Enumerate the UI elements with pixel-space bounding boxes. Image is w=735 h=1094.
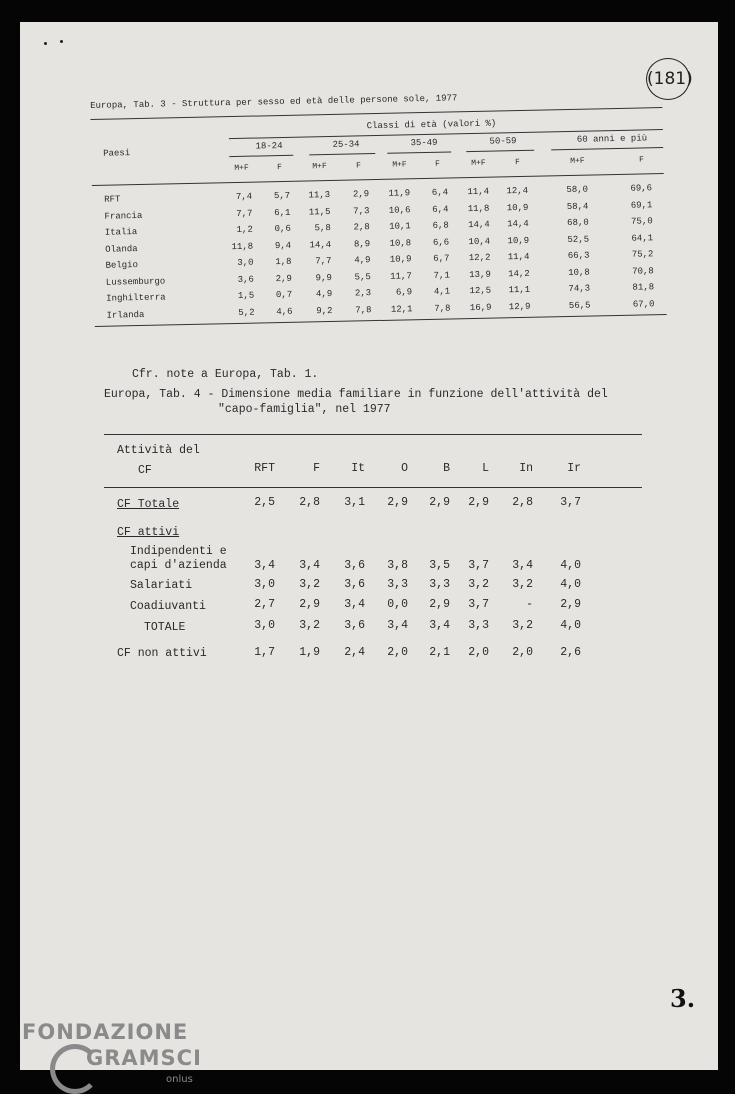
table4-column-header: RFT xyxy=(254,462,275,475)
table3-cell: 6,6 xyxy=(432,237,450,248)
table3-cell: 12,4 xyxy=(506,185,529,197)
table3-cell: 5,7 xyxy=(273,190,291,202)
table3-cell: 2,3 xyxy=(354,288,372,299)
table4-cell: 2,5 xyxy=(254,496,275,509)
table3-cell: 10,9 xyxy=(506,202,529,213)
table3-cell: 58,4 xyxy=(566,201,589,212)
table3-cell: 56,5 xyxy=(568,300,591,311)
table3-cell: 0,6 xyxy=(274,223,291,235)
table4-cell: 2,4 xyxy=(344,646,365,659)
table3-cell: 67,0 xyxy=(632,298,655,310)
table3-country: Belgio xyxy=(105,260,139,271)
table4-cell: 2,8 xyxy=(299,496,320,509)
watermark-logo xyxy=(22,1020,202,1085)
table4-column-header: It xyxy=(351,462,365,475)
table4-title-line2: "capo-famiglia", nel 1977 xyxy=(218,403,391,416)
table3-cell: 12,1 xyxy=(390,303,413,315)
table3-subheader: F xyxy=(356,161,362,171)
table4-title-line1: Europa, Tab. 4 - Dimensione media familiare in funzione dell'attività del xyxy=(104,388,608,401)
table4-column-header: F xyxy=(313,462,320,475)
table3-bottom-rule xyxy=(95,314,667,327)
table4-cell: 3,7 xyxy=(468,598,489,611)
table3-cell: 11,9 xyxy=(388,188,411,199)
table4-cell: 4,0 xyxy=(560,559,581,572)
table4-row-label-totale: CF Totale xyxy=(117,498,180,511)
table4-header-rule xyxy=(104,487,642,488)
table4-row-label-attivi: CF attivi xyxy=(117,526,180,539)
table4-cell: 3,6 xyxy=(344,559,365,572)
table4-cell: 3,6 xyxy=(344,578,365,591)
table3-cell: 7,8 xyxy=(434,302,451,314)
table3-country: RFT xyxy=(104,194,121,205)
table3-cell: 6,4 xyxy=(431,187,449,198)
table4-cell: 3,4 xyxy=(387,619,408,632)
table3-cell: 9,2 xyxy=(316,305,333,316)
table3-cell: 11,4 xyxy=(507,251,530,263)
table4-column-header: L xyxy=(482,462,489,475)
table4-row-label-totale2: TOTALE xyxy=(144,621,186,634)
table3-age-group: 60 anni e più xyxy=(576,133,648,145)
table4-cell: 3,4 xyxy=(512,559,533,572)
table3-cell: 4,9 xyxy=(354,255,371,266)
table3-cell: 10,8 xyxy=(568,267,590,278)
table4-cell: 2,7 xyxy=(254,598,275,611)
table3-cell: 11,8 xyxy=(231,241,254,252)
table4-cell: - xyxy=(526,598,533,611)
table4-header-line1: Attività del xyxy=(117,444,200,457)
table4-cell: 3,2 xyxy=(299,619,320,632)
table3-subheader: M+F xyxy=(471,158,486,169)
table3-cell: 1,2 xyxy=(236,224,253,235)
table3 xyxy=(90,85,675,327)
table3-age-rule xyxy=(387,151,451,153)
table3-cell: 13,9 xyxy=(469,269,491,280)
handwritten-mark: 3. xyxy=(670,984,696,1013)
table4-cell: 2,9 xyxy=(429,598,450,611)
table4-cell: 3,3 xyxy=(387,578,408,591)
table3-cell: 10,9 xyxy=(389,254,412,265)
table4-cell: 3,6 xyxy=(344,619,365,632)
table3-cell: 9,9 xyxy=(315,272,332,283)
table3-cell: 6,1 xyxy=(274,207,291,218)
table3-cell: 12,2 xyxy=(468,252,491,264)
table3-age-group: 25-34 xyxy=(332,139,360,150)
document-page xyxy=(20,22,718,1085)
table3-cell: 2,8 xyxy=(353,222,370,233)
table3-cell: 6,8 xyxy=(432,220,449,231)
table3-cell: 14,2 xyxy=(508,268,530,279)
note: Cfr. note a Europa, Tab. 1. xyxy=(132,368,319,381)
table4-cell: 1,9 xyxy=(299,646,320,659)
table3-cell: 12,9 xyxy=(508,301,531,312)
table4-cell: 2,9 xyxy=(299,598,320,611)
table4-cell: 2,0 xyxy=(512,646,533,659)
table3-cell: 69,6 xyxy=(630,183,653,194)
table4-cell: 3,8 xyxy=(387,559,408,572)
table3-country: Olanda xyxy=(105,243,138,255)
table3-subheader: M+F xyxy=(312,162,327,172)
table3-cell: 14,4 xyxy=(507,218,529,230)
table4-cell: 3,4 xyxy=(299,559,320,572)
table4-cell: 2,1 xyxy=(429,646,450,659)
watermark-line2: GRAMSCI xyxy=(86,1046,202,1070)
table4-column-header: Ir xyxy=(567,462,581,475)
table3-age-rule xyxy=(551,147,663,150)
table3-cell: 2,9 xyxy=(275,273,292,284)
table4-cell: 2,9 xyxy=(468,496,489,509)
table3-cell: 1,8 xyxy=(275,256,292,268)
table4-cell: 3,5 xyxy=(429,559,450,572)
table3-cell: 70,8 xyxy=(632,265,654,277)
table3-cell: 52,5 xyxy=(567,234,590,245)
table3-subheader: F xyxy=(277,162,283,173)
table4-cell: 3,3 xyxy=(468,619,489,632)
table3-cell: 12,5 xyxy=(469,285,492,297)
table3-country: Irlanda xyxy=(106,309,145,321)
table3-subheader: M+F xyxy=(392,160,407,170)
table4-cell: 2,9 xyxy=(429,496,450,509)
table3-cell: 7,3 xyxy=(353,205,370,217)
table4-cell: 3,2 xyxy=(512,619,533,632)
table3-cell: 75,2 xyxy=(631,249,654,260)
table3-cell: 68,0 xyxy=(567,217,589,229)
table3-cell: 69,1 xyxy=(630,199,653,211)
table3-country: Francia xyxy=(104,210,143,222)
table4-cell: 3,7 xyxy=(468,559,489,572)
table4-row-label-indip-2: capi d'azienda xyxy=(130,559,227,572)
table4-cell: 2,0 xyxy=(468,646,489,659)
table3-cell: 7,7 xyxy=(236,208,253,219)
table3-cell: 1,5 xyxy=(237,290,255,301)
table3-country: Lussemburgo xyxy=(105,275,166,288)
table3-cell: 11,8 xyxy=(467,203,490,214)
table3-age-rule xyxy=(466,150,534,152)
table3-cell: 10,4 xyxy=(468,236,491,247)
table4-cell: 4,0 xyxy=(560,578,581,591)
table4-cell: 4,0 xyxy=(560,619,581,632)
table3-cell: 7,4 xyxy=(235,191,253,202)
table3-cell: 0,7 xyxy=(275,289,293,301)
watermark-line3: onlus xyxy=(166,1074,193,1085)
table3-cell: 6,7 xyxy=(433,253,450,264)
table4-row-label-indip-1: Indipendenti e xyxy=(130,545,227,558)
table3-cell: 3,0 xyxy=(237,257,254,268)
table4-cell: 3,2 xyxy=(512,578,533,591)
table3-paesi-header: Paesi xyxy=(103,148,131,159)
table3-subheader: M+F xyxy=(570,156,585,166)
table3-cell: 7,7 xyxy=(315,255,332,267)
table3-age-group: 50-59 xyxy=(489,136,517,147)
table4-top-rule xyxy=(104,434,642,435)
table3-cell: 10,9 xyxy=(507,235,530,246)
table3-cell: 8,9 xyxy=(353,238,371,250)
table3-subheader: F xyxy=(514,158,520,168)
table3-cell: 6,9 xyxy=(395,287,413,298)
table3-cell: 9,4 xyxy=(274,240,292,251)
table3-title: Europa, Tab. 3 - Struttura per sesso ed età delle persone sole, 1977 xyxy=(90,93,458,111)
table4-cell: 2,9 xyxy=(560,598,581,611)
table3-cell: 66,3 xyxy=(567,250,590,262)
table3-cell: 16,9 xyxy=(469,302,492,313)
table4-cell: 2,8 xyxy=(512,496,533,509)
table4-cell: 3,3 xyxy=(429,578,450,591)
page-number-stamp: (181) xyxy=(646,58,690,100)
table4-cell: 3,0 xyxy=(254,619,275,632)
table4-row-label-coadiuvanti: Coadiuvanti xyxy=(130,600,206,613)
table3-subheader: F xyxy=(638,155,644,165)
table4-column-header: In xyxy=(519,462,533,475)
table3-cell: 11,1 xyxy=(508,284,531,296)
table3-cell: 11,5 xyxy=(308,206,331,217)
table4-header-line2: CF xyxy=(138,464,152,477)
watermark-line1: FONDAZIONE xyxy=(22,1020,189,1044)
table3-cell: 5,5 xyxy=(354,271,371,282)
table3-cell: 10,1 xyxy=(389,221,411,232)
table3-cell: 64,1 xyxy=(631,232,654,244)
table4-cell: 3,2 xyxy=(468,578,489,591)
table4-cell: 3,0 xyxy=(254,578,275,591)
table3-cell: 11,7 xyxy=(390,270,412,282)
table3-age-rule xyxy=(309,153,375,155)
table3-cell: 10,6 xyxy=(388,204,411,216)
table3-cell: 74,3 xyxy=(568,283,591,295)
table4-cell: 2,0 xyxy=(387,646,408,659)
table3-cell: 4,1 xyxy=(433,286,451,297)
table4-row-label-nonattivi-text: CF non attivi xyxy=(117,647,207,660)
table4-cell: 3,2 xyxy=(299,578,320,591)
table3-age-rule xyxy=(229,155,293,157)
table3-cell: 10,8 xyxy=(389,237,412,249)
table4-cell: 3,4 xyxy=(254,559,275,572)
table3-cell: 58,0 xyxy=(566,184,589,196)
table3-age-group: 18-24 xyxy=(255,140,283,152)
table4-cell: 3,1 xyxy=(344,496,365,509)
table3-cell: 6,4 xyxy=(432,204,449,215)
table3-cell: 75,0 xyxy=(631,216,653,227)
speck xyxy=(60,40,63,43)
table3-cell: 81,8 xyxy=(632,282,655,293)
table3-cell: 11,3 xyxy=(308,189,331,201)
table4-cell: 3,7 xyxy=(560,496,581,509)
table4-column-header: B xyxy=(443,462,450,475)
table3-cell: 2,9 xyxy=(352,189,370,200)
table4-cell: 2,9 xyxy=(387,496,408,509)
table3-group-header: Classi di età (valori %) xyxy=(366,118,497,132)
speck xyxy=(44,42,47,45)
table3-country: Inghilterra xyxy=(106,292,166,304)
table3-cell: 3,6 xyxy=(237,274,254,285)
table3-cell: 4,6 xyxy=(276,306,293,317)
table3-country: Italia xyxy=(104,227,138,238)
table3-cell: 4,9 xyxy=(315,288,333,300)
table4-cell: 2,6 xyxy=(560,646,581,659)
table4-cell: 1,7 xyxy=(254,646,275,659)
table3-cell: 14,4 xyxy=(309,239,332,250)
table3-age-group: 35-49 xyxy=(410,137,438,149)
table4-cell: 3,4 xyxy=(429,619,450,632)
table3-subheader: M+F xyxy=(234,163,249,173)
table3-cell: 5,8 xyxy=(314,222,331,234)
table3-cell: 7,1 xyxy=(433,270,450,281)
table3-cell: 7,8 xyxy=(355,304,372,315)
table4-row-label-salariati: Salariati xyxy=(130,579,193,592)
table4-row-label-nonattivi xyxy=(117,647,207,660)
table3-subheader: F xyxy=(434,159,440,169)
table4-cell: 3,4 xyxy=(344,598,365,611)
table4-column-header: O xyxy=(401,462,408,475)
table4-cell: 0,0 xyxy=(387,598,408,611)
table3-cell: 11,4 xyxy=(467,186,490,198)
table3-cell: 5,2 xyxy=(238,307,255,318)
table3-cell: 14,4 xyxy=(468,219,490,231)
